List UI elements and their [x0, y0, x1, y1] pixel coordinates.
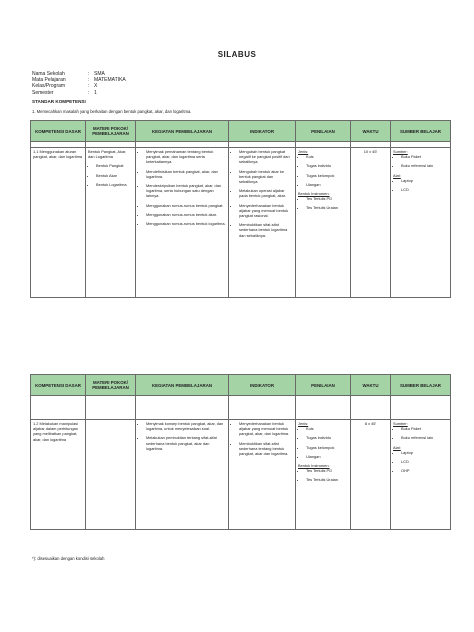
cell-sumber: [391, 148, 451, 298]
list-item: • Menggunakan rumus-rumus bentuk akar.: [146, 212, 226, 217]
header-waktu: WAKTU: [351, 121, 391, 142]
list-item: • LCD: [401, 187, 448, 192]
cell-waktu: [351, 148, 391, 298]
header-indikator: INDIKATOR: [229, 121, 296, 142]
list-item: • Bentuk Akar: [96, 173, 133, 178]
page-title: SILABUS: [217, 50, 257, 59]
cell-indikator: [229, 420, 296, 530]
cell-penilaian: [296, 148, 351, 298]
list-item: • OHP: [401, 468, 448, 473]
penilaian-jenis-label: Jenis:: [298, 149, 309, 154]
header-kegiatan-pembelajaran: KEGIATAN PEMBELAJARAN: [136, 121, 229, 142]
cell-materi: [86, 148, 136, 298]
cell-materi: [86, 420, 136, 530]
cell-sumber: [391, 420, 451, 530]
table-blank-row: [31, 396, 451, 420]
list-item: • Melakukan pembuktian tentang sifat-sifat sederhana bentuk pangkat, akar dan logaritma.: [146, 435, 226, 451]
table-row: [31, 148, 451, 298]
list-item: • Bentuk Logaritma: [96, 182, 133, 187]
list-item: • LCD: [401, 459, 448, 464]
list-item: • Membuktikan sifat-sifat sederhana tentang bentuk pangkat, akar dan logaritma.: [239, 441, 293, 457]
alat-label: Alat:: [393, 444, 401, 450]
list-item: • Tugas kelompok: [306, 445, 348, 450]
syllabus-table-1: [30, 120, 451, 298]
list-item: • Tes Tertulis PG: [306, 196, 348, 201]
standar-kompetensi-item: 1. Memecahkan masalah yang berkaitan dengan bentuk pangkat, akar, dan logaritma.: [32, 109, 192, 114]
header-sumber-belajar: SUMBER BELAJAR: [391, 121, 451, 142]
sumber-label: Sumber:: [393, 149, 408, 154]
cell-waktu: [351, 420, 391, 530]
penilaian-bentuk-label: Bentuk Instrumen:: [298, 191, 330, 197]
info-row-school: Nama Sekolah : SMA: [32, 71, 105, 77]
info-value: 1: [94, 89, 97, 96]
header-penilaian: PENILAIAN: [296, 375, 351, 396]
list-item: • Bentuk Pangkat: [96, 163, 133, 168]
list-item: • Menggunakan rumus-rumus bentuk pangkat.: [146, 203, 226, 208]
waktu-value: 8 x 45': [364, 421, 377, 426]
footnote: *): disesuaikan dengan kondisi sekolah: [32, 556, 105, 561]
list-item: • Buku referensi lain: [401, 163, 448, 168]
list-item: • Mengubah bentuk pangkat negatif ke pangkat positif dan sebaliknya.: [239, 149, 293, 165]
table-header-row: [31, 121, 451, 142]
info-row-class: Kelas/Program : X: [32, 83, 98, 90]
cell-indikator: [229, 148, 296, 298]
standar-kompetensi-title: STANDAR KOMPETENSI: [32, 99, 86, 104]
penilaian-bentuk-label: Bentuk Instrumen:: [298, 463, 330, 469]
list-item: • Menyimak konsep bentuk pangkat, akar, dan logaritma, untuk menyelesaikan soal.: [146, 421, 226, 431]
kd-text: 1.2 Melakukan manipulasi aljabar dalam perhitungan yang melibatkan pangkat, akar, dan logaritma: [33, 421, 78, 442]
header-penilaian: PENILAIAN: [296, 121, 351, 142]
list-item: • Tugas individu: [306, 435, 348, 440]
header-kompetensi-dasar: KOMPETENSI DASAR: [31, 375, 86, 396]
list-item: • Buku Paket: [401, 154, 448, 159]
list-item: • Mendeskripsikan bentuk pangkat, akar, dan logaritma, serta hubungan satu dengan lainnya.: [146, 183, 226, 199]
list-item: • Laptop: [401, 450, 448, 455]
info-row-semester: Semester : 1: [32, 89, 97, 96]
list-item: • Tes Tertulis Uraian: [306, 205, 348, 210]
header-kompetensi-dasar: KOMPETENSI DASAR: [31, 121, 86, 142]
list-item: • Kuis: [306, 154, 348, 159]
info-value: SMA: [94, 71, 105, 77]
cell-penilaian: [296, 420, 351, 530]
header-waktu: WAKTU: [351, 375, 391, 396]
list-item: • Ulangan: [306, 454, 348, 459]
info-row-subject: Mata Pelajaran : MATEMATIKA: [32, 77, 126, 84]
alat-label: Alat:: [393, 172, 401, 178]
header-materi-pokok: MATERI POKOK/ PEMBELAJARAN: [86, 375, 136, 396]
kd-text: 1.1 Menggunakan aturan pangkat, akar, dan logaritma: [33, 149, 83, 160]
list-item: • Tugas individu: [306, 163, 348, 168]
list-item: • Mendefinisikan bentuk pangkat, akar, dan logaritma.: [146, 169, 226, 179]
list-item: • Buku Paket: [401, 426, 448, 431]
list-item: • Melakukan operasi aljabar pada bentuk pangkat, akar.: [239, 188, 293, 198]
materi-intro: Bentuk Pangkat, Akar, dan Logaritma: [88, 149, 127, 160]
header-indikator: INDIKATOR: [229, 375, 296, 396]
info-label: Mata Pelajaran: [32, 77, 66, 84]
list-item: • Tes Tertulis Uraian: [306, 477, 348, 482]
cell-kegiatan: [136, 420, 229, 530]
list-item: • Buku referensi lain: [401, 435, 448, 440]
table-row: [31, 420, 451, 530]
list-item: • Menyederhanakan bentuk aljabar yang memuat bentuk pangkat rasional.: [239, 203, 293, 219]
list-item: • Membuktikan sifat-sifat sederhana bentuk logaritma dan sebaliknya.: [239, 222, 293, 238]
sumber-label: Sumber:: [393, 421, 408, 426]
cell-kompetensi-dasar: [31, 420, 86, 530]
header-sumber-belajar: SUMBER BELAJAR: [391, 375, 451, 396]
cell-kegiatan: [136, 148, 229, 298]
table-header-row: [31, 375, 451, 396]
info-value: X: [94, 83, 98, 90]
list-item: • Menggunakan rumus-rumus bentuk logaritma.: [146, 221, 226, 226]
info-label: Nama Sekolah: [32, 71, 65, 77]
info-value: MATEMATIKA: [94, 77, 126, 84]
list-item: • Ulangan: [306, 182, 348, 187]
school-info: [32, 71, 126, 96]
list-item: • Tes Tertulis PG: [306, 468, 348, 473]
header-materi-pokok: MATERI POKOK/ PEMBELAJARAN: [86, 121, 136, 142]
syllabus-table-2: [30, 374, 451, 530]
list-item: • Laptop: [401, 178, 448, 183]
cell-kompetensi-dasar: [31, 148, 86, 298]
info-label: Semester: [32, 89, 54, 96]
list-item: • Menyimak pemahaman tentang bentuk pangkat, akar, dan logaritma serta keterkaitannya.: [146, 149, 226, 165]
penilaian-jenis-label: Jenis:: [298, 421, 309, 426]
list-item: • Kuis: [306, 426, 348, 431]
header-kegiatan-pembelajaran: KEGIATAN PEMBELAJARAN: [136, 375, 229, 396]
list-item: • Mengubah bentuk akar ke bentuk pangkat dan sebaliknya.: [239, 169, 293, 185]
list-item: • Tugas kelompok: [306, 173, 348, 178]
waktu-value: 10 x 45': [363, 149, 378, 154]
list-item: • Menyederhanakan bentuk aljabar yang memuat bentuk pangkat, akar, dan logaritma.: [239, 421, 293, 437]
info-label: Kelas/Program: [32, 83, 66, 90]
